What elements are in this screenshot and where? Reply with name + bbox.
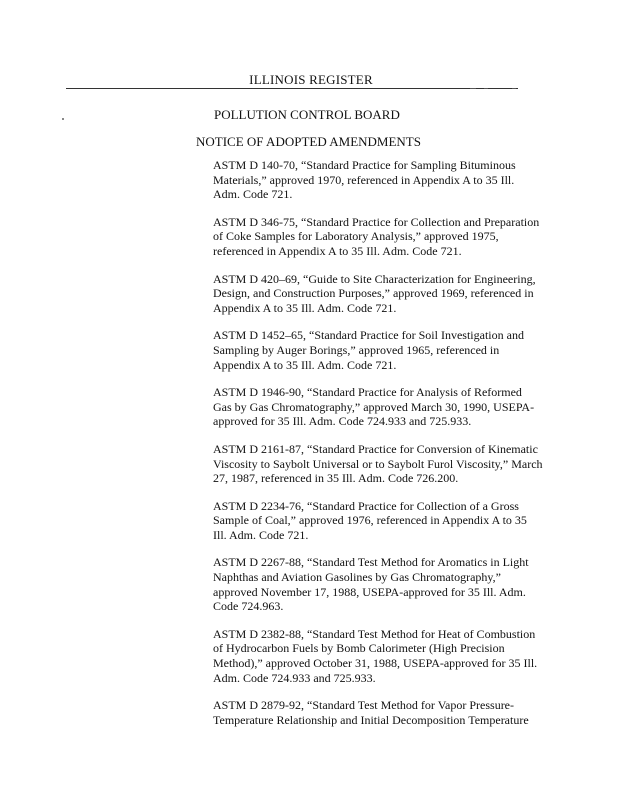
reference-entry: ASTM D 140-70, “Standard Practice for Sampling Bituminous Materials,” approved 1970, referenced in Appendix A to 35 Ill. Adm. Code 721.: [213, 158, 516, 202]
reference-entry: ASTM D 1452–65, “Standard Practice for Soil Investigation and Sampling by Auger Borings,” approved 1965, referenced in Appendix A to 35 Ill. Adm. Code 721.: [213, 328, 524, 372]
header-rule: [66, 88, 518, 89]
scan-speck: [62, 118, 64, 120]
register-title: [0, 72, 618, 88]
reference-entry: ASTM D 346-75, “Standard Practice for Collection and Preparation of Coke Samples for Laboratory Analysis,” approved 1975, referenced in Appendix A to 35 Ill. Adm. Code 721.: [213, 214, 540, 258]
reference-entry: ASTM D 2234-76, “Standard Practice for Collection of a Gross Sample of Coal,” approved 1976, referenced in Appendix A to 35 Ill. Adm. Code 721.: [213, 498, 527, 542]
reference-list: [213, 158, 543, 740]
reference-entry: ASTM D 420–69, “Guide to Site Characterization for Engineering, Design, and Construction Purposes,” approved 1969, referenced in Appendix A to 35 Ill. Adm. Code 721.: [213, 271, 536, 315]
reference-entry: ASTM D 2267-88, “Standard Test Method for Aromatics in Light Naphthas and Aviation Gasolines by Gas Chromatography,” approved November 17, 1988, USEPA-approved for 35 Ill. Adm. Code 724.963.: [213, 555, 529, 614]
header-rule-fragment: [484, 88, 488, 89]
reference-entry: ASTM D 1946-90, “Standard Practice for Analysis of Reformed Gas by Gas Chromatography,” approved March 30, 1990, USEPA-approved for 35 Ill. Adm. Code 724.933 and 725.933.: [213, 385, 535, 429]
board-title: POLLUTION CONTROL BOARD: [214, 107, 400, 122]
reference-entry: ASTM D 2879-92, “Standard Test Method for Vapor Pressure-Temperature Relationship and Initial Decomposition Temperature: [213, 698, 529, 727]
header-rule-fragment: [512, 88, 516, 89]
reference-entry: ASTM D 2382-88, “Standard Test Method for Heat of Combustion of Hydrocarbon Fuels by Bomb Calorimeter (High Precision Method),” approved October 31, 1988, USEPA-approved for 35 Ill. Adm. Code 724.933 and 725.933.: [213, 626, 538, 685]
register-title-text: ILLINOIS REGISTER: [249, 72, 373, 87]
notice-title: NOTICE OF ADOPTED AMENDMENTS: [196, 134, 421, 149]
reference-entry: ASTM D 2161-87, “Standard Practice for Conversion of Kinematic Viscosity to Saybolt Universal or to Saybolt Furol Viscosity,” March 27, 1987, referenced in 35 Ill. Adm. Code 726.200.: [213, 441, 543, 486]
header-rule-fragment: [470, 88, 476, 89]
